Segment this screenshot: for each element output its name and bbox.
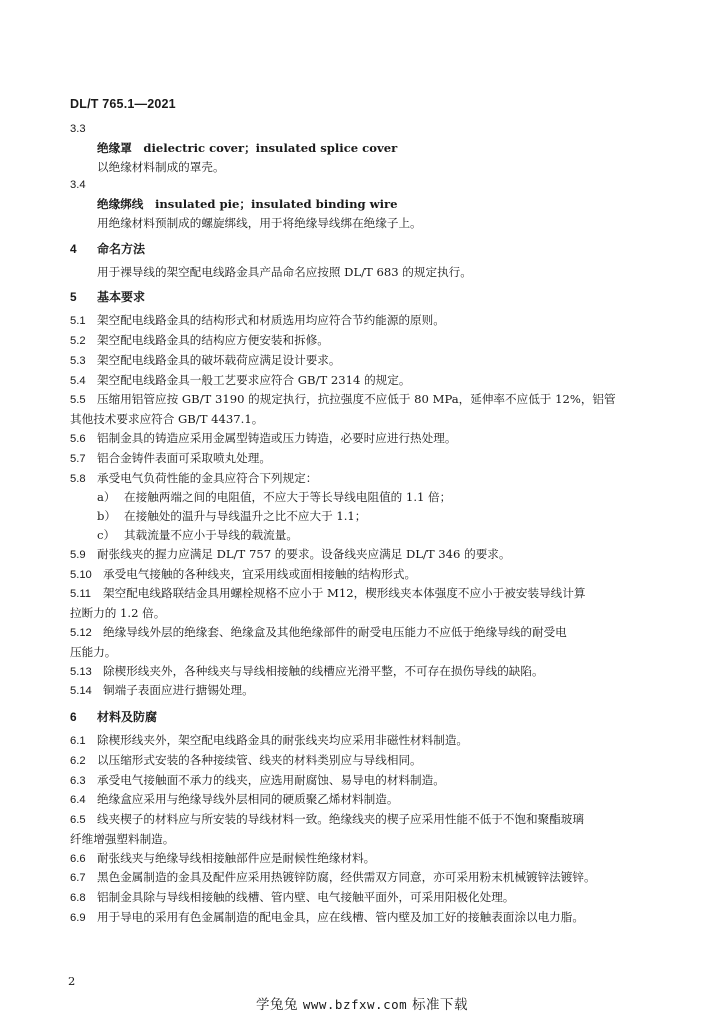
definition-insulated-pie: 用绝缘材料预制成的螺旋绑线，用于将绝缘导线绑在绝缘子上。 xyxy=(97,215,422,230)
clause-5-5-continued: 其他技术要求应符合 GB/T 4437.1。 xyxy=(70,412,264,427)
clause-number: 6.6 xyxy=(70,852,86,865)
clause-number: 5.3 xyxy=(70,354,86,367)
clause-text: 架空配电线路金具的结构应方便安装和拆修。 xyxy=(97,332,329,347)
section-title: 基本要求 xyxy=(97,290,146,305)
clause-5-3 xyxy=(70,351,664,371)
clause-text: 架空配电线路金具的结构形式和材质选用均应符合节约能源的原则。 xyxy=(97,313,445,328)
list-text: 在接触两端之间的电阻值，不应大于等长导线电阻值的 1.1 倍； xyxy=(124,490,452,505)
clause-text: 用于导电的采用有色金属制造的配电金具，应在线槽、管内壁及加工好的接触表面涂以电力脂。 xyxy=(97,910,584,925)
clause-number: 6.3 xyxy=(70,774,86,787)
section-4-body: 用于裸导线的架空配电线路金具产品命名应按照 DL/T 683 的规定执行。 xyxy=(97,264,472,279)
clause-5-8 xyxy=(70,469,664,489)
clause-5-13 xyxy=(70,662,664,682)
clause-6-1 xyxy=(70,731,664,751)
clause-5-7 xyxy=(70,449,664,469)
clause-text: 铝制金具的铸造应采用金属型铸造或压力铸造，必要时应进行热处理。 xyxy=(97,430,457,445)
section-number: 5 xyxy=(70,290,77,305)
clause-text: 承受电气负荷性能的金具应符合下列规定： xyxy=(97,470,318,485)
clause-text: 铝制金具除与导线相接触的线槽、管内壁、电气接触平面外，可采用阳极化处理。 xyxy=(97,890,515,905)
clause-6-5 xyxy=(70,810,664,830)
clause-number: 6.9 xyxy=(70,912,86,925)
clause-number: 6.4 xyxy=(70,794,86,807)
clause-6-4 xyxy=(70,790,664,810)
clause-text: 耐张线夹与绝缘导线相接触部件应是耐候性绝缘材料。 xyxy=(97,850,376,865)
clause-5-6 xyxy=(70,429,664,449)
clause-5-12 xyxy=(70,623,664,643)
clause-text: 承受电气接触的各种线夹，宜采用线或面相接触的结构形式。 xyxy=(103,566,417,581)
list-item-c xyxy=(70,526,664,545)
clause-number: 6.8 xyxy=(70,892,86,905)
clause-number: 6.5 xyxy=(70,814,86,827)
section-title: 材料及防腐 xyxy=(97,710,158,725)
clause-number: 5.9 xyxy=(70,548,86,561)
clause-number-3-4: 3.4 xyxy=(70,179,86,192)
clause-5-11 xyxy=(70,584,664,604)
list-item-a xyxy=(70,488,664,507)
list-label: b） xyxy=(97,509,117,524)
clause-number: 5.11 xyxy=(70,588,91,601)
clause-number: 5.2 xyxy=(70,334,86,347)
list-text: 在接触处的温升与导线温升之比不应大于 1.1； xyxy=(124,509,367,524)
clause-text: 除楔形线夹外，各种线夹与导线相接触的线槽应光滑平整，不可存在损伤导线的缺陷。 xyxy=(103,663,544,678)
clause-number: 5.1 xyxy=(70,315,86,328)
clause-5-4 xyxy=(70,371,664,391)
list-text: 其载流量不应小于导线的载流量。 xyxy=(124,527,298,542)
clause-number: 5.6 xyxy=(70,432,86,445)
section-number: 6 xyxy=(70,710,77,725)
clause-5-12-continued: 压能力。 xyxy=(70,644,117,659)
clause-5-10 xyxy=(70,565,664,585)
clause-6-3 xyxy=(70,771,664,791)
clause-6-9 xyxy=(70,908,664,928)
clause-text: 除楔形线夹外，架空配电线路金具的耐张线夹均应采用非磁性材料制造。 xyxy=(97,732,469,747)
site-tagline: 标准下载 xyxy=(411,997,468,1013)
section-heading-4 xyxy=(70,240,664,259)
list-item-b xyxy=(70,507,664,526)
clause-number: 5.5 xyxy=(70,394,86,407)
clause-5-5 xyxy=(70,390,664,410)
section-title: 命名方法 xyxy=(97,241,146,256)
section-heading-5 xyxy=(70,288,664,307)
document-id-header: DL/T 765.1—2021 xyxy=(70,97,176,111)
clause-number: 5.7 xyxy=(70,452,86,465)
clause-number: 5.13 xyxy=(70,665,92,678)
clause-text: 承受电气接触面不承力的线夹，应选用耐腐蚀、易导电的材料制造。 xyxy=(97,772,445,787)
site-footer xyxy=(0,993,724,1013)
clause-number: 5.8 xyxy=(70,472,86,485)
clause-text: 铝合金铸件表面可采取喷丸处理。 xyxy=(97,450,271,465)
clause-text: 铜端子表面应进行搪锡处理。 xyxy=(103,683,254,698)
clause-5-9 xyxy=(70,545,664,565)
page-number: 2 xyxy=(68,974,76,988)
clause-number: 5.10 xyxy=(70,568,92,581)
clause-number: 5.14 xyxy=(70,685,92,698)
section-heading-6 xyxy=(70,708,664,727)
clause-text: 黑色金属制造的金具及配件应采用热镀锌防腐，经供需双方同意，亦可采用粉末机械镀锌法镀锌。 xyxy=(97,870,596,885)
list-label: c） xyxy=(97,527,116,542)
clause-6-6 xyxy=(70,849,664,869)
clause-6-8 xyxy=(70,888,664,908)
definition-dielectric-cover: 以绝缘材料制成的罩壳。 xyxy=(97,159,225,174)
clause-text: 架空配电线路金具的破坏载荷应满足设计要求。 xyxy=(97,352,341,367)
clause-number-3-3: 3.3 xyxy=(70,123,86,135)
clause-text: 线夹楔子的材料应与所安装的导线材料一致。绝缘线夹的楔子应采用性能不低于不饱和聚酯玻璃 xyxy=(97,812,584,827)
clause-number: 6.1 xyxy=(70,734,86,747)
term-dielectric-cover: 绝缘罩 dielectric cover；insulated splice cover xyxy=(97,140,398,155)
document-body xyxy=(70,120,664,928)
clause-5-11-continued: 拉断力的 1.2 倍。 xyxy=(70,606,166,621)
clause-text: 压缩用铝管应按 GB/T 3190 的规定执行，抗拉强度不应低于 80 MPa，延伸率不应低于 12%，铝管 xyxy=(97,392,616,407)
clause-number: 6.7 xyxy=(70,872,86,885)
clause-5-2 xyxy=(70,331,664,351)
clause-6-7 xyxy=(70,868,664,888)
section-number: 4 xyxy=(70,241,77,256)
term-insulated-pie: 绝缘绑线 insulated pie；insulated binding wire xyxy=(97,197,398,212)
clause-text: 绝缘导线外层的绝缘套、绝缘盒及其他绝缘部件的耐受电压能力不应低于绝缘导线的耐受电 xyxy=(103,624,567,639)
site-name: 学兔兔 xyxy=(256,997,299,1013)
clause-text: 架空配电线路金具一般工艺要求应符合 GB/T 2314 的规定。 xyxy=(97,372,411,387)
clause-5-14 xyxy=(70,681,664,701)
clause-6-2 xyxy=(70,751,664,771)
clause-text: 架空配电线路联结金具用螺栓规格不应小于 M12，楔形线夹本体强度不应小于被安装导线计算 xyxy=(103,586,586,601)
clause-number: 6.2 xyxy=(70,754,86,767)
clause-6-5-continued: 纤维增强塑料制造。 xyxy=(70,831,175,846)
list-label: a） xyxy=(97,490,116,505)
site-url[interactable]: www.bzfxw.com xyxy=(302,997,408,1012)
clause-text: 耐张线夹的握力应满足 DL/T 757 的要求。设备线夹应满足 DL/T 346 的要求。 xyxy=(97,546,511,561)
clause-number: 5.12 xyxy=(70,626,92,639)
clause-5-1 xyxy=(70,311,664,331)
clause-text: 绝缘盒应采用与绝缘导线外层相同的硬质聚乙烯材料制造。 xyxy=(97,792,399,807)
clause-number: 5.4 xyxy=(70,374,86,387)
clause-text: 以压缩形式安装的各种接续管、线夹的材料类别应与导线相同。 xyxy=(97,752,422,767)
